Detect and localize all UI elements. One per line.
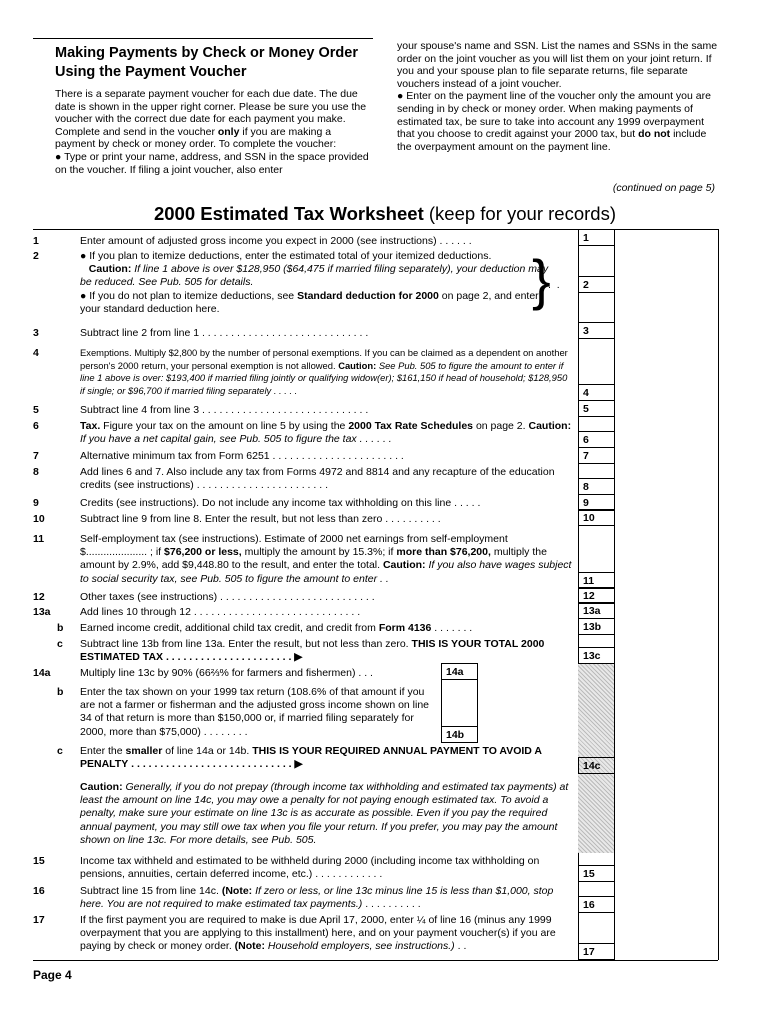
caution-label: Caution:: [88, 263, 132, 276]
caution-label: Caution:: [338, 359, 377, 371]
line-text: Credits (see instructions). Do not include any income tax withholding on this line . . . . .: [80, 497, 481, 509]
line-number: 1: [33, 235, 39, 247]
box-9[interactable]: 9: [578, 494, 614, 511]
box-13a[interactable]: 13a: [578, 602, 614, 619]
form-4136: Form 4136: [378, 622, 432, 634]
line-text: Income tax withheld and estimated to be withheld during 2000 (including income tax withholding on pensions, annuities, certain deferred income, etc.) . . . . . . . . . . . .: [80, 855, 540, 881]
caution-text: See Pub. 505 to figure the amount to enter if line 1 above is over: $193,400 if married filing jointly or qualifying widow(er); $161,150 if head of household; $128,950 if single; or $96,700 if married filing separately . . . . .: [80, 359, 568, 396]
box-14b[interactable]: 14b: [441, 726, 477, 743]
box-6[interactable]: 6: [578, 431, 614, 448]
caution-text: If line 1 above is over $128,950 ($64,475 if married filing separately), your deduction may be reduced. See Pub. 505 for details.: [80, 263, 549, 289]
worksheet-title: [0, 203, 770, 225]
box-15[interactable]: 15: [578, 865, 614, 882]
line-text: [80, 638, 572, 664]
intro-text-end: if you are making a payment by check or money order. To complete the voucher:: [55, 125, 337, 151]
section-heading: Making Payments by Check or Money Order Using the Payment Voucher: [55, 45, 358, 80]
intro-right-bold: do not: [638, 128, 671, 141]
line-text: Alternative minimum tax from Form 6251 . . . . . . . . . . . . . . . . . . . . . . .: [80, 450, 404, 462]
line-number: 3: [33, 327, 39, 339]
box-13c[interactable]: 13c: [578, 647, 614, 664]
line-6-text: Figure your tax on the amount on line 5 by using the: [103, 420, 346, 432]
brace: }: [532, 248, 551, 311]
box-12[interactable]: 12: [578, 587, 614, 604]
intro-bold: only: [217, 125, 240, 138]
line-text: Add lines 10 through 12 . . . . . . . . . . . . . . . . . . . . . . . . . . . . .: [80, 606, 361, 618]
line-13b-text: Earned income credit, additional child tax credit, and credit from: [80, 622, 376, 634]
line-4-text: Exemptions. Multiply $2,800 by the number of personal exemptions. If you can be claimed as a dependent on another person's 2000 return, your personal exemption is not allowed.: [80, 347, 568, 371]
line-2a-text: ● If you plan to itemize deductions, enter the estimated total of your itemized deductions.: [80, 250, 492, 262]
intro-right-bullet: ● Enter on the payment line of the voucher only the amount you are sending in by check or money order. When making payments of estimated tax, be sure to take into account any 1999 overpayment that you choose to credit against your 2000 tax, but: [397, 90, 711, 141]
line-number: 8: [33, 466, 39, 478]
page-number: Page 4: [33, 968, 72, 982]
caution-body: Generally, if you do not prepay (through income tax withholding and estimated tax payments) at least the amount on line 14c, you may owe a penalty for not paying enough estimated tax. To avoid a penalty, make sure your estimate on line 13c is as accurate as possible. Even if you pay the required annual payment, you may still owe tax when you file your return. If you prefer, you may pay the amount shown on line 13c. For more details, see Pub. 505.: [80, 781, 569, 846]
line-number: 12: [33, 591, 45, 603]
intro-text: There is a separate payment voucher for each due date. The due date is shown in the upper right corner. Please be sure you use the voucher with the correct due date for each payment you make. Complete and send in the voucher: [55, 88, 367, 138]
line-11-bold-2: more than $76,200,: [396, 546, 491, 559]
note-text: Household employers, see instructions.): [267, 940, 455, 953]
line-number: 16: [33, 885, 45, 897]
line-text: [80, 533, 572, 586]
box-3[interactable]: 3: [578, 322, 614, 339]
line-text: Other taxes (see instructions) . . . . . . . . . . . . . . . . . . . . . . . . . . .: [80, 591, 375, 603]
line-number: c: [57, 745, 63, 757]
line-number: 11: [33, 533, 45, 545]
line-14c-text-b: of line 14a or 14b.: [165, 745, 250, 757]
line-16-text: Subtract line 15 from line 14c.: [80, 885, 219, 897]
line-17-dots: . .: [457, 940, 467, 953]
line-text: [80, 622, 572, 635]
box-14a[interactable]: 14a: [441, 663, 477, 680]
line-text: [80, 347, 572, 397]
line-14c-text: Enter the: [80, 745, 123, 757]
line-number: 7: [33, 450, 39, 462]
worksheet-bottom-rule: [33, 960, 718, 961]
line-number: b: [57, 686, 64, 698]
note-text: If zero or less, or line 13c minus line 15 is less than $1,000, stop here. You are not required to make estimated tax payments.): [80, 885, 554, 911]
line-text: [80, 914, 572, 954]
amount-column-border: [614, 229, 615, 960]
box-13b[interactable]: 13b: [578, 618, 614, 635]
box-11[interactable]: 11: [578, 572, 614, 589]
right-border: [718, 229, 719, 960]
line-number: c: [57, 638, 63, 650]
line-2b-bold: Standard deduction for 2000: [297, 289, 439, 302]
line-13b-dots: . . . . . . .: [434, 622, 473, 634]
line-number: 5: [33, 404, 39, 416]
required-annual-payment: THIS IS YOUR REQUIRED ANNUAL PAYMENT TO AVOID A PENALTY: [80, 745, 542, 771]
box-8[interactable]: 8: [578, 478, 614, 495]
continued-note: (continued on page 5): [612, 182, 715, 194]
line-14c-dots: . . . . . . . . . . . . . . . . . . . . . . . . . . . . ▶: [131, 758, 303, 771]
caution-label: Caution:: [80, 781, 123, 793]
line-13c-text: Subtract line 13b from line 13a. Enter the result, but not less than zero.: [80, 638, 409, 650]
line-number: 4: [33, 347, 39, 359]
line-text: Enter amount of adjusted gross income you expect in 2000 (see instructions) . . . . . .: [80, 235, 472, 247]
intro-right-column: [397, 40, 719, 153]
caution-text: If you have a net capital gain, see Pub. 505 to figure the tax . . . . . .: [80, 433, 392, 446]
line-number: 9: [33, 497, 39, 509]
line-text: Multiply line 13c by 90% (66⅔% for farmers and fishermen) . . .: [80, 667, 373, 679]
note-label: (Note:: [221, 885, 253, 897]
note-label: (Note:: [234, 940, 265, 953]
line-11-text-b: multiply the amount by 15.3%; if: [244, 546, 394, 559]
line-number: 17: [33, 914, 45, 926]
line-2b-text: ● If you do not plan to itemize deductions, see: [80, 289, 295, 302]
tax-rate-schedules: 2000 Tax Rate Schedules: [348, 420, 474, 432]
total-estimated-tax: THIS IS YOUR TOTAL 2000 ESTIMATED TAX: [80, 638, 545, 664]
box-2[interactable]: 2: [578, 276, 614, 293]
line-13c-dots: . . . . . . . . . . . . . . . . . . . . . . ▶: [165, 651, 303, 664]
line-11-text-c: multiply the amount by 2.9%, add $9,448.80 to the result, and enter the total.: [80, 546, 547, 572]
line-16-dots: . . . . . . . . . .: [365, 898, 421, 911]
box-17[interactable]: 17: [578, 943, 614, 960]
top-rule: [33, 38, 373, 39]
line-number: 6: [33, 420, 39, 432]
intro-left-column: [55, 88, 370, 176]
line-6-text-b: on page 2.: [475, 420, 526, 432]
caution-text: If you also have wages subject to social security tax, see Pub. 505 to figure the amount to enter . .: [80, 559, 572, 585]
line-11-text: Self-employment tax (see instructions). Estimate of 2000 net earnings from self-employment $..................... ; if: [80, 533, 508, 559]
line-number: 15: [33, 855, 45, 867]
caution-label: Caution:: [382, 559, 426, 572]
line-number: 13a: [33, 606, 51, 618]
intro-right-text: your spouse's name and SSN. List the names and SSNs in the same order on the joint voucher as you will list them on your joint return. If you and your spouse plan to file separate returns, file separate vouchers instead of a joint voucher.: [397, 40, 718, 90]
line-text: Enter the tax shown on your 1999 tax return (108.6% of that amount if you are not a farmer or fisherman and the adjusted gross income shown on line 34 of that return is more than $150,000 or, if married filing separately for 2000, more than $75,000) . . . . . . . .: [80, 686, 430, 738]
worksheet-title-bold: 2000 Estimated Tax Worksheet: [153, 203, 424, 224]
line-text: [80, 250, 550, 316]
box-4[interactable]: 4: [578, 384, 614, 401]
line-text: Subtract line 2 from line 1 . . . . . . . . . . . . . . . . . . . . . . . . . . . . .: [80, 327, 369, 339]
inner-amount-border: [477, 663, 478, 743]
line-text: Subtract line 9 from line 8. Enter the result, but not less than zero . . . . . . . . . .: [80, 513, 441, 525]
line-2-dots: . .: [548, 279, 560, 291]
box-14c[interactable]: 14c: [578, 757, 614, 774]
line-text: [80, 885, 572, 911]
line-text: [80, 745, 572, 771]
line-11-bold: $76,200 or less,: [164, 546, 242, 559]
box-1[interactable]: 1: [578, 229, 614, 246]
intro-right-bullet-end: include the overpayment amount on the payment line.: [397, 128, 707, 153]
caution-text: [80, 781, 572, 847]
line-number: 2: [33, 250, 39, 262]
intro-bullet: ● Type or print your name, address, and SSN in the space provided on the voucher. If filing a joint voucher, also enter: [55, 150, 369, 176]
line-text: Add lines 6 and 7. Also include any tax from Forms 4972 and 8814 and any recapture of the education credits (see instructions) . . . . . . . . . . . . . . . . . . . . . . .: [80, 466, 555, 492]
line-2b-end: on page 2, and enter your standard deduction here.: [80, 289, 539, 315]
caution-label: Caution:: [528, 420, 572, 432]
box-5[interactable]: 5: [578, 400, 614, 417]
box-10[interactable]: 10: [578, 509, 614, 526]
line-number: 10: [33, 513, 45, 525]
worksheet-title-rest: (keep for your records): [428, 203, 616, 224]
box-7[interactable]: 7: [578, 447, 614, 464]
tax-label: Tax.: [80, 420, 101, 432]
line-17-text: If the first payment you are required to make is due April 17, 2000, enter ¼ of line 16 (minus any 1999 overpayment that you are applying to this installment) here, and on your payment voucher(s) if you are paying by check or money order.: [80, 914, 556, 953]
line-text: [80, 420, 572, 446]
worksheet-top-rule: [33, 229, 718, 230]
line-number: b: [57, 622, 64, 634]
line-number: 14a: [33, 667, 51, 679]
smaller-bold: smaller: [125, 745, 163, 757]
line-text: Subtract line 4 from line 3 . . . . . . . . . . . . . . . . . . . . . . . . . . . . .: [80, 404, 369, 416]
box-16[interactable]: 16: [578, 896, 614, 913]
